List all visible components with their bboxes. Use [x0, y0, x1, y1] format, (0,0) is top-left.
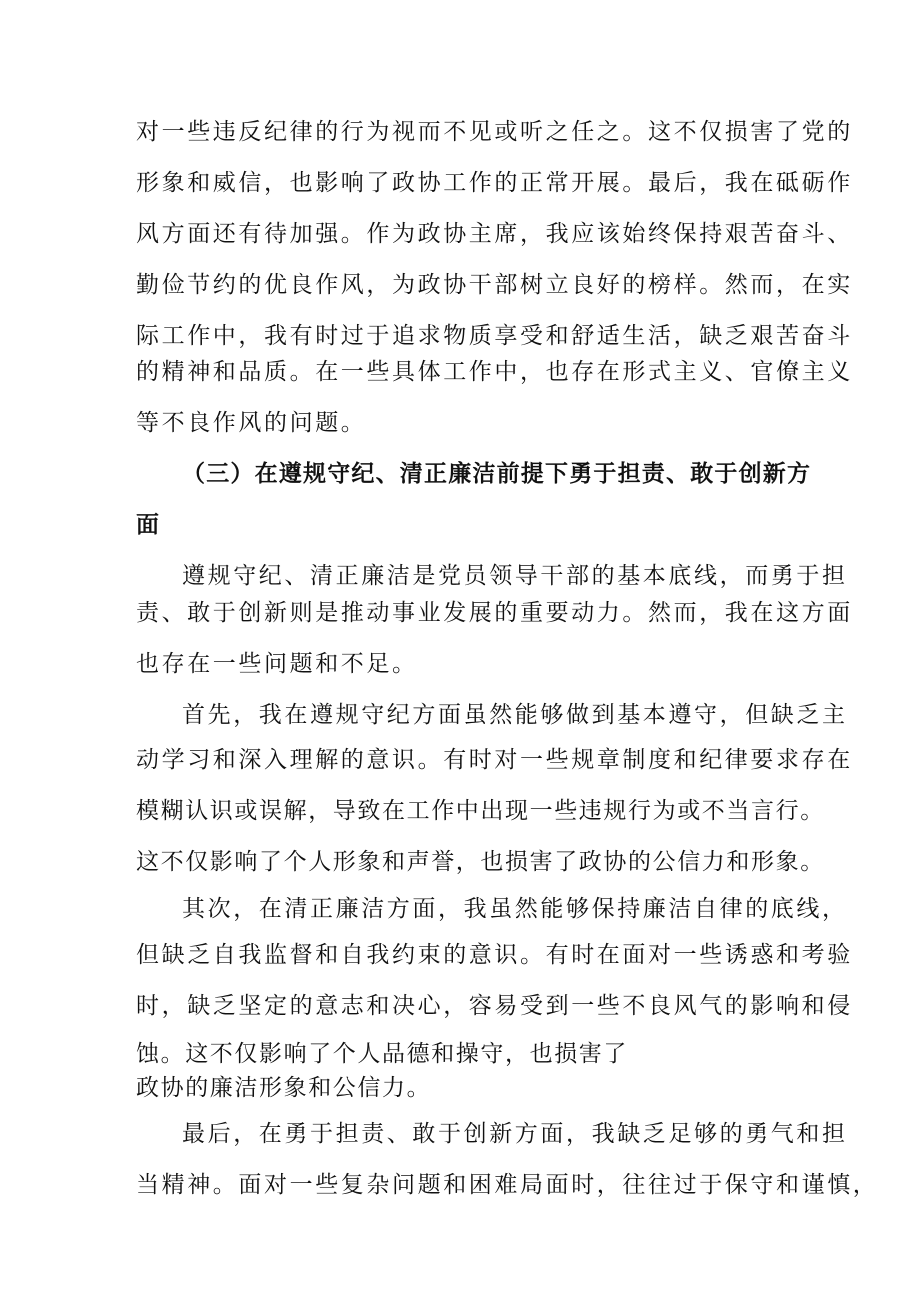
paragraph-line: 也存在一些问题和不足。 [136, 651, 418, 677]
paragraph-line: 但缺乏自我监督和自我约束的意识。有时在面对一些诱惑和考验 [136, 942, 853, 968]
paragraph-line: 其次，在清正廉洁方面，我虽然能够保持廉洁自律的底线， [182, 896, 848, 922]
paragraph-line: 对一些违反纪律的行为视而不见或听之任之。这不仅损害了党的 [136, 119, 853, 145]
paragraph-line: 等不良作风的问题。 [136, 410, 367, 436]
paragraph-line: 蚀。这不仅影响了个人品德和操守，也损害了 [136, 1041, 628, 1067]
paragraph-line: 最后，在勇于担责、敢于创新方面，我缺乏足够的勇气和担 [182, 1121, 848, 1147]
paragraph-line: 这不仅影响了个人形象和声誉，也损害了政协的公信力和形象。 [136, 849, 825, 875]
paragraph-line: 形象和威信，也影响了政协工作的正常开展。最后，我在砥砺作 [136, 170, 853, 196]
paragraph-line: 模糊认识或误解，导致在工作中出现一些违规行为或不当言行。 [136, 798, 825, 824]
paragraph-line: 动学习和深入理解的意识。有时对一些规章制度和纪律要求存在 [136, 747, 853, 773]
section-heading-continued: 面 [136, 512, 161, 538]
paragraph-line: 政协的廉洁形象和公信力。 [136, 1075, 432, 1101]
paragraph-line: 时，缺乏坚定的意志和决心，容易受到一些不良风气的影响和侵 [136, 993, 853, 1019]
paragraph-line: 风方面还有待加强。作为政协主席，我应该始终保持艰苦奋斗、 [136, 221, 853, 247]
paragraph-line: 当精神。面对一些复杂问题和困难局面时，往往过于保守和谨慎， [136, 1172, 879, 1198]
paragraph-line: 首先，我在遵规守纪方面虽然能够做到基本遵守，但缺乏主 [182, 702, 848, 728]
paragraph-line: 勤俭节约的优良作风，为政协干部树立良好的榜样。然而，在实 [136, 272, 853, 298]
paragraph-line: 遵规守纪、清正廉洁是党员领导干部的基本底线，而勇于担 [182, 563, 848, 589]
section-heading: （三）在遵规守纪、清正廉洁前提下勇于担责、敢于创新方 [182, 461, 812, 487]
paragraph-line: 的精神和品质。在一些具体工作中，也存在形式主义、官僚主义 [136, 359, 853, 385]
paragraph-line: 责、敢于创新则是推动事业发展的重要动力。然而，我在这方面 [136, 600, 853, 626]
paragraph-line: 际工作中，我有时过于追求物质享受和舒适生活，缺乏艰苦奋斗 [136, 323, 853, 349]
